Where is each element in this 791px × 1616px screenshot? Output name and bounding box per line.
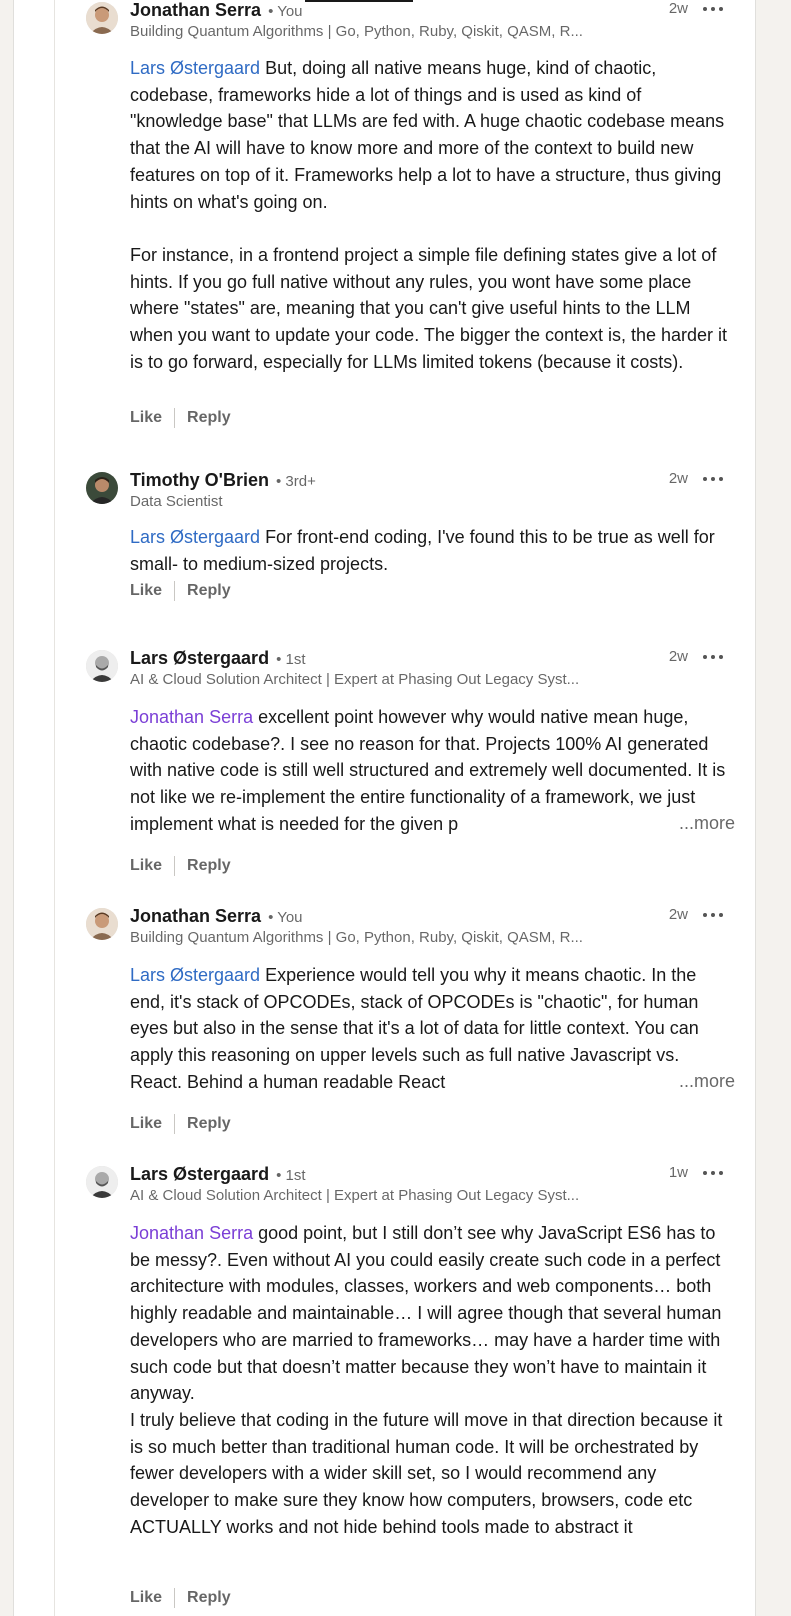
comment-actions <box>130 855 231 877</box>
divider <box>174 408 175 428</box>
more-options-icon[interactable] <box>702 650 726 664</box>
reply-button[interactable]: Reply <box>187 857 231 874</box>
comment-actions <box>130 580 231 602</box>
comment-body: For front-end coding, I've found this to be true as well for small- to medium-sized projects. <box>130 527 720 574</box>
author-name[interactable] <box>130 906 303 927</box>
comment-text <box>130 704 735 837</box>
connection-degree: • 3rd+ <box>275 473 316 490</box>
author-name-text[interactable]: Timothy O'Brien <box>130 470 269 490</box>
timestamp: 2w <box>668 470 688 487</box>
comment-text <box>130 55 735 375</box>
thread-line <box>54 0 55 1616</box>
divider <box>174 856 175 876</box>
more-options-icon[interactable] <box>702 908 726 922</box>
connection-degree: • You <box>268 3 303 20</box>
author-headline: Building Quantum Algorithms | Go, Python, Ruby, Qiskit, QASM, R... <box>130 929 583 946</box>
connection-degree: • 1st <box>276 651 306 668</box>
author-name[interactable] <box>130 1164 306 1185</box>
more-options-icon[interactable] <box>702 1166 726 1180</box>
comment-text <box>130 1220 735 1540</box>
author-headline: AI & Cloud Solution Architect | Expert at Phasing Out Legacy Syst... <box>130 1187 580 1204</box>
timestamp: 1w <box>668 1164 688 1181</box>
avatar[interactable] <box>86 472 118 504</box>
comment-actions <box>130 1587 231 1609</box>
connection-degree: • You <box>268 909 303 926</box>
author-name[interactable] <box>130 648 306 669</box>
timestamp: 2w <box>668 648 688 665</box>
author-name-text[interactable]: Lars Østergaard <box>130 648 270 668</box>
reply-button[interactable]: Reply <box>187 409 231 426</box>
author-name[interactable] <box>130 470 316 491</box>
mention-link[interactable]: Lars Østergaard <box>130 58 261 78</box>
reply-button[interactable]: Reply <box>187 582 231 599</box>
divider <box>174 1588 175 1608</box>
divider <box>174 581 175 601</box>
avatar[interactable] <box>86 1166 118 1198</box>
like-button[interactable]: Like <box>130 1589 163 1606</box>
comment-actions <box>130 407 231 429</box>
more-options-icon[interactable] <box>702 2 726 16</box>
like-button[interactable]: Like <box>130 1115 163 1132</box>
more-options-icon[interactable] <box>702 472 726 486</box>
author-name[interactable] <box>130 0 303 21</box>
author-headline: Building Quantum Algorithms | Go, Python, Ruby, Qiskit, QASM, R... <box>130 23 583 40</box>
comment-text <box>130 524 735 577</box>
avatar[interactable] <box>86 650 118 682</box>
comment-body: But, doing all native means huge, kind of chaotic, codebase, frameworks hide a lot of things and is used as kind of "knowledge base" that LLMs are fed with. A huge chaotic codebase means that the AI will have to know more and more of the context to build new features on top of it. Frameworks help a lot to have a structure, thus giving hints on what's going on. For instance, in a frontend project a simple file defining states give a lot of hints. If you go full native without any rules, you wont have some place where "states" are, meaning that you can't give useful hints to the LLM when you want to update your code. The bigger the context is, the harder it is to go forward, especially for LLMs limited tokens (because it costs). <box>130 58 728 372</box>
author-headline: Data Scientist <box>130 493 223 510</box>
comment-body: excellent point however why would native mean huge, chaotic codebase?. I see no reason for that. Projects 100% AI generated with native code is still well structured and extremely well documented. It is not like we re-implement the entire functionality of a framework, we just implement what is needed for the given p <box>130 707 731 834</box>
like-button[interactable]: Like <box>130 582 163 599</box>
mention-link[interactable]: Jonathan Serra <box>130 707 254 727</box>
avatar[interactable] <box>86 908 118 940</box>
like-button[interactable]: Like <box>130 857 163 874</box>
author-name-text[interactable]: Lars Østergaard <box>130 1164 270 1184</box>
timestamp: 2w <box>668 906 688 923</box>
mention-link[interactable]: Lars Østergaard <box>130 527 261 547</box>
mention-link[interactable]: Lars Østergaard <box>130 965 261 985</box>
timestamp: 2w <box>668 0 688 17</box>
mention-link[interactable]: Jonathan Serra <box>130 1223 254 1243</box>
active-tab-indicator <box>305 0 413 2</box>
connection-degree: • 1st <box>276 1167 306 1184</box>
avatar[interactable] <box>86 2 118 34</box>
see-more-link[interactable]: ...more <box>671 1068 735 1095</box>
see-more-link[interactable]: ...more <box>671 810 735 837</box>
comment-body: good point, but I still don’t see why JavaScript ES6 has to be messy?. Even without AI you could easily create such code in a perfect architecture with modules, classes, workers and web components… both highly readable and maintainable… I will agree though that several human developers who are married to frameworks… may have a harder time with such code but that doesn’t matter because they won’t have to maintain it anyway. I truly believe that coding in the future will move in that direction because it is so much better than traditional human code. It will be orchestrated by fewer developers with a wider skill set, so I would recommend any developer to make sure they know how computers, browsers, code etc ACTUALLY works and not hide behind tools made to abstract it <box>130 1223 723 1537</box>
divider <box>174 1114 175 1134</box>
like-button[interactable]: Like <box>130 409 163 426</box>
author-name-text[interactable]: Jonathan Serra <box>130 0 262 20</box>
comment-body: Experience would tell you why it means chaotic. In the end, it's stack of OPCODEs, stack of OPCODEs is "chaotic", for human eyes but also in the sense that it's a lot of data for little context. You can apply this reasoning on upper levels such as full native Javascript vs. React. Behind a human readable React <box>130 965 704 1092</box>
reply-button[interactable]: Reply <box>187 1589 231 1606</box>
author-headline: AI & Cloud Solution Architect | Expert at Phasing Out Legacy Syst... <box>130 671 580 688</box>
reply-button[interactable]: Reply <box>187 1115 231 1132</box>
author-name-text[interactable]: Jonathan Serra <box>130 906 262 926</box>
comment-text <box>130 962 735 1095</box>
comment-actions <box>130 1113 231 1135</box>
